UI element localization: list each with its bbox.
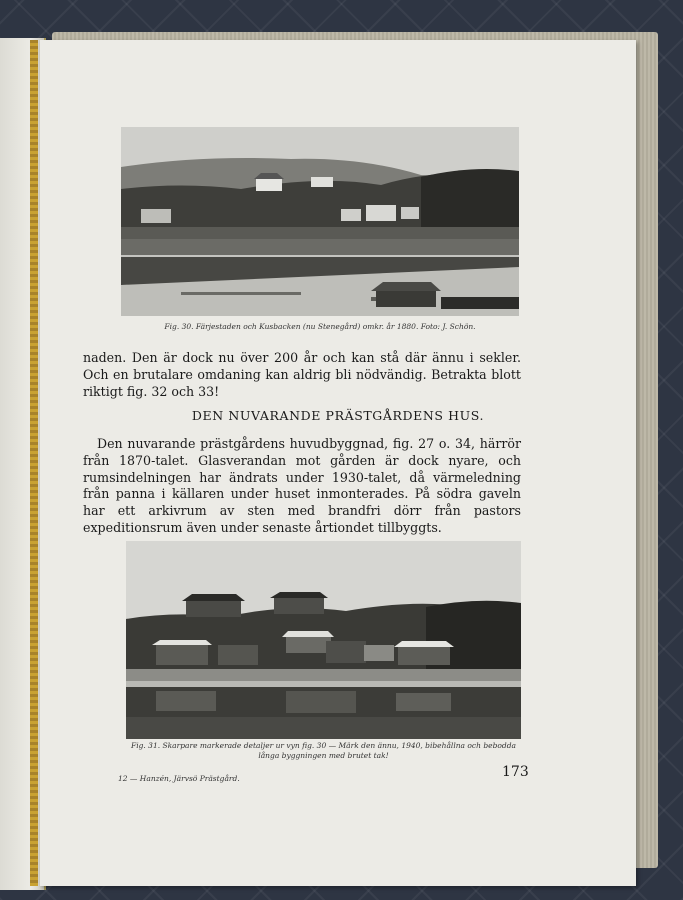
- figure-31-caption-line-1: Fig. 31. Skarpare markerade detaljer ur vyn fig. 30 — Märk den ännu, 1940, bibehållna och bebodda: [131, 741, 516, 750]
- figure-31-photo: [126, 541, 521, 739]
- section-heading: DEN NUVARANDE PRÄSTGÅRDENS HUS.: [191, 408, 485, 423]
- figure-30-photo: [121, 127, 519, 316]
- figure-31-caption-line-2: långa byggningen med brutet tak!: [258, 751, 389, 760]
- paragraph-main: Den nuvarande prästgårdens huvudbyggnad, fig. 27 o. 34, härrör från 1870-talet. Glasverandan mot gården är dock nyare, och rumsindelningen har ändrats under 1930-talet, då värmeledning från panna i källaren under huset inmonterades. På södra gaveln har ett arkivrum av sten med brandfri dörr från pastors expeditionsrum även under senaste årtiondet tillbyggts.: [83, 436, 521, 535]
- paragraph-top: naden. Den är dock nu över 200 år och kan stå där ännu i sekler. Och en brutalare omdaning kan aldrig bli nödvändig. Betrakta blott riktigt fig. 32 och 33!: [83, 350, 521, 399]
- figure-30-caption: Fig. 30. Färjestaden och Kusbacken (nu Stenegård) omkr. år 1880. Foto: J. Schön.: [164, 322, 476, 331]
- page-number: 173: [502, 764, 529, 780]
- footer-signature: 12 — Hanzén, Järvsö Prästgård.: [118, 774, 240, 783]
- book-spine-binding: [30, 40, 38, 886]
